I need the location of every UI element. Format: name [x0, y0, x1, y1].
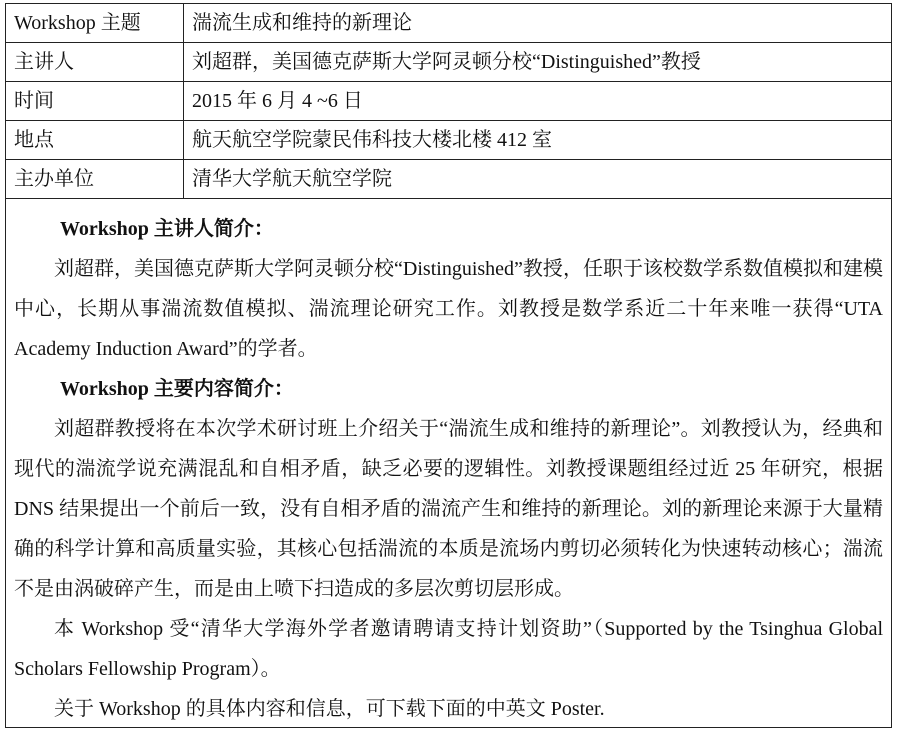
workshop-info-table	[6, 4, 891, 199]
info-label-topic: Workshop 主题	[6, 4, 184, 43]
info-value-speaker: 刘超群，美国德克萨斯大学阿灵顿分校“Distinguished”教授	[184, 43, 892, 82]
workshop-description	[6, 199, 891, 729]
funding-paragraph: 本 Workshop 受“清华大学海外学者邀请聘请支持计划资助”（Supported by the Tsinghua Global Scholars Fellowship Program）。	[14, 618, 883, 680]
speaker-bio-paragraph: 刘超群，美国德克萨斯大学阿灵顿分校“Distinguished”教授，任职于该校数学系数值模拟和建模中心，长期从事湍流数值模拟、湍流理论研究工作。刘教授是数学系近二十年来唯一获得“UTA Academy Induction Award”的学者。	[14, 258, 883, 360]
info-value-organizer: 清华大学航天航空学院	[184, 160, 892, 199]
info-label-time: 时间	[6, 82, 184, 121]
info-row-time	[6, 82, 891, 121]
speaker-intro-heading: Workshop 主讲人简介：	[60, 218, 274, 240]
info-row-location	[6, 121, 891, 160]
download-note-paragraph: 关于 Workshop 的具体内容和信息，可下载下面的中英文 Poster.	[54, 698, 605, 720]
info-value-location: 航天航空学院蒙民伟科技大楼北楼 412 室	[184, 121, 892, 160]
info-label-speaker: 主讲人	[6, 43, 184, 82]
info-row-organizer	[6, 160, 891, 199]
info-value-topic: 湍流生成和维持的新理论	[184, 4, 892, 43]
info-row-speaker	[6, 43, 891, 82]
info-label-location: 地点	[6, 121, 184, 160]
workshop-announcement	[5, 3, 892, 728]
topic-intro-heading: Workshop 主要内容简介：	[60, 378, 294, 400]
topic-summary-paragraph: 刘超群教授将在本次学术研讨班上介绍关于“湍流生成和维持的新理论”。刘教授认为，经典和现代的湍流学说充满混乱和自相矛盾，缺乏必要的逻辑性。刘教授课题组经过近 25 年研究，根据 DNS 结果提出一个前后一致，没有自相矛盾的湍流产生和维持的新理论。刘的新理论来源于大量精确的科学计算和高质量实验，其核心包括湍流的本质是流场内剪切必须转化为快速转动核心；湍流不是由涡破碎产生，而是由上喷下扫造成的多层次剪切层形成。	[14, 418, 883, 600]
info-label-organizer: 主办单位	[6, 160, 184, 199]
info-value-time: 2015 年 6 月 4 ~6 日	[184, 82, 892, 121]
info-row-topic	[6, 4, 891, 43]
